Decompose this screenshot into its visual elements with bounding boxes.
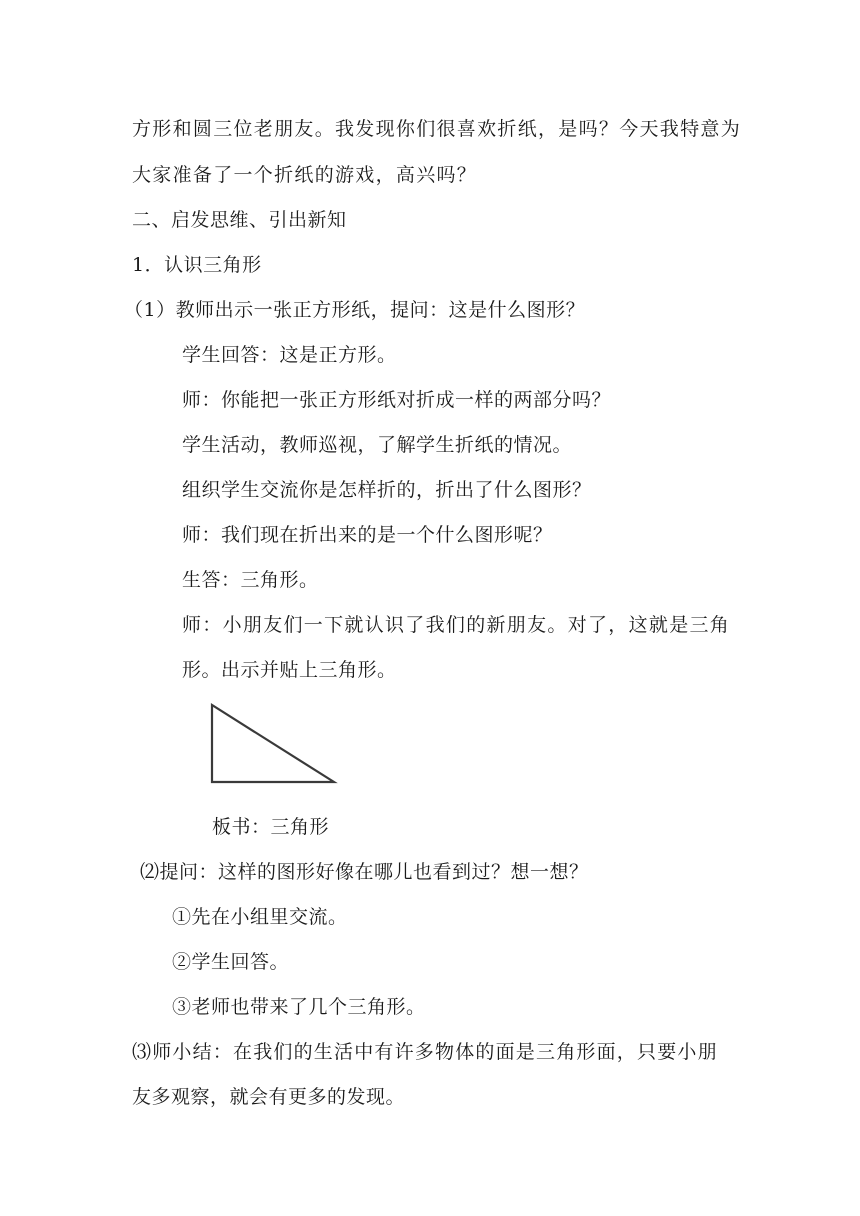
- dialog-line-5: 师：我们现在折出来的是一个什么图形呢？: [182, 524, 553, 546]
- dialog-line-6: 生答：三角形。: [182, 569, 319, 591]
- step-3: ③老师也带来了几个三角形。: [172, 996, 426, 1018]
- point-3-line-1: ⑶师小结：在我们的生活中有许多物体的面是三角形面，只要小朋: [132, 1041, 718, 1063]
- dialog-line-7a: 师：小朋友们一下就认识了我们的新朋友。对了，这就是三角: [182, 614, 731, 636]
- dialog-line-7b: 形。出示并贴上三角形。: [182, 659, 397, 681]
- point-3-line-2: 友多观察，就会有更多的发现。: [132, 1086, 406, 1108]
- step-1: ①先在小组里交流。: [172, 906, 348, 928]
- triangle-figure: [208, 700, 340, 786]
- point-1: （1）教师出示一张正方形纸，提问：这是什么图形？: [124, 299, 586, 321]
- subsection-heading-1: 1．认识三角形: [132, 254, 262, 276]
- section-heading-2: 二、启发思维、引出新知: [132, 209, 347, 231]
- step-2: ②学生回答。: [172, 951, 290, 973]
- board-note: 板书：三角形: [212, 816, 330, 838]
- intro-line-1: 方形和圆三位老朋友。我发现你们很喜欢折纸，是吗？今天我特意为: [132, 118, 742, 140]
- triangle-shape: [212, 705, 334, 782]
- dialog-line-2: 师：你能把一张正方形纸对折成一样的两部分吗？: [182, 389, 612, 411]
- dialog-line-1: 学生回答：这是正方形。: [182, 344, 397, 366]
- point-2: ⑵提问：这样的图形好像在哪儿也看到过？想一想？: [140, 861, 589, 883]
- intro-line-2: 大家准备了一个折纸的游戏，高兴吗？: [132, 164, 478, 186]
- dialog-line-3: 学生活动，教师巡视，了解学生折纸的情况。: [182, 434, 573, 456]
- dialog-line-4: 组织学生交流你是怎样折的，折出了什么图形？: [182, 479, 592, 501]
